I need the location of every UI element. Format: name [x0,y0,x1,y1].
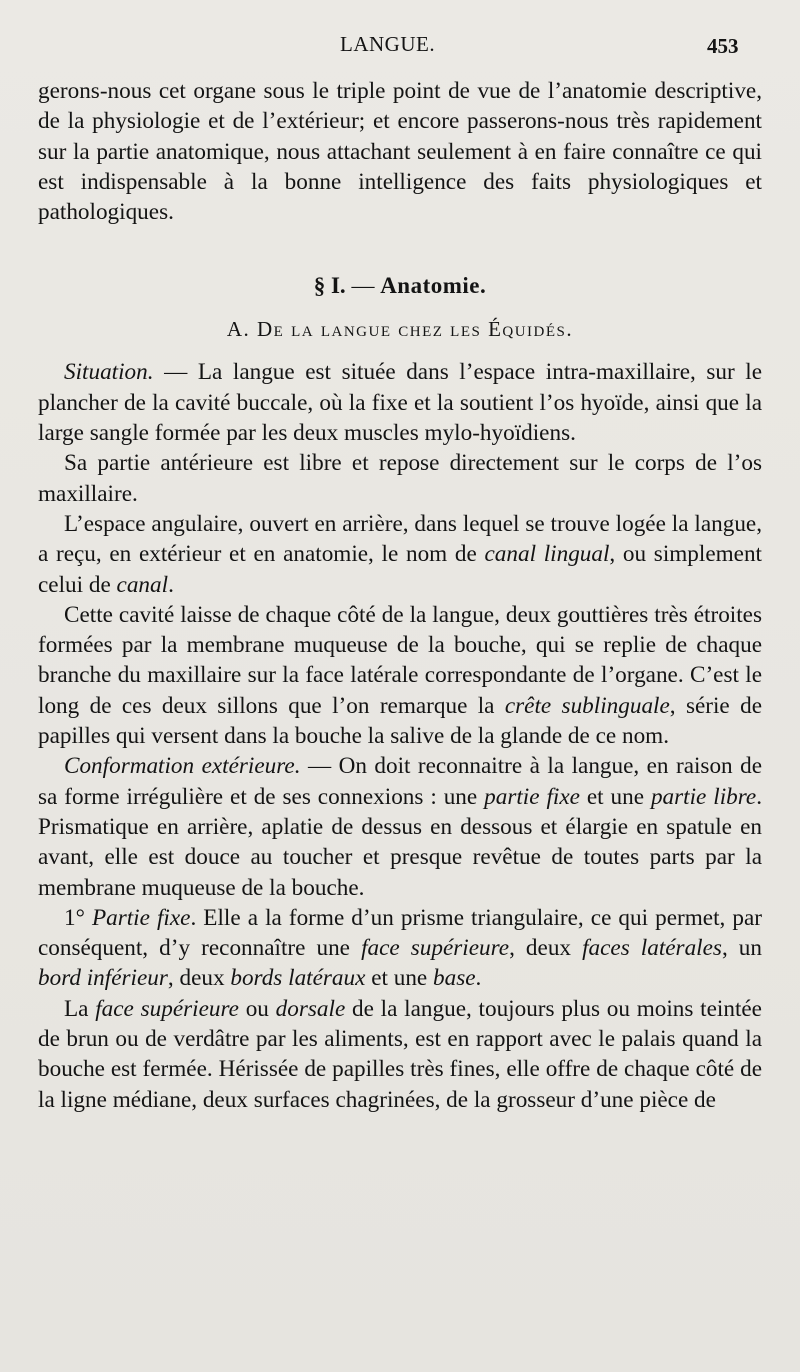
term-canal-lingual: canal lingual [484,541,610,568]
text-run: . [475,965,482,992]
section-dash: — [351,273,375,299]
text-run: . Elle a la forme d’un prisme triangulaire, ce qui permet, par conséquent, d’y reconnaître une [38,904,762,962]
term-partie-fixe: partie fixe [484,783,580,810]
situation-text: — La langue est située dans l’espace intra-maxillaire, sur le plancher de la cavité buccale, où la fixe et la soutient l’os hyoïde, ainsi que la large sangle formée par les deux muscles mylo-hyoïdiens. [38,359,762,447]
paragraph-conformation [38,751,762,902]
text-run: , deux [509,935,583,962]
running-head [0,30,800,60]
term-crete-sublinguale: crête sublinguale [504,692,670,719]
paragraph-angular-space [38,509,762,600]
text-run: Cette cavité laisse de chaque côté de la langue, deux gouttières très étroites formées par la membrane muqueuse de la bouche, qui se replie de chaque branche du maxillaire sur la face latérale correspondante de l’organe. C’est le long de ces deux sillons que l’on remarque la [38,601,762,719]
term-partie-libre: partie libre [650,783,757,810]
paragraph-cavity [38,600,762,751]
term-bords-lateraux: bords latéraux [230,965,366,992]
term-face-superieure: face supérieure [95,995,239,1022]
paragraph-partie-fixe [38,903,762,994]
running-title: LANGUE. [340,32,436,56]
subsection-heading: A. De la langue chez les Équidés. [226,317,574,342]
text-run: . [168,571,174,598]
page-number: 453 [707,34,739,58]
partie-fixe-label: Partie fixe [91,904,191,931]
intro-paragraph: gerons-nous cet organe sous le triple point de vue de l’anatomie descriptive, de la physiologie et de l’extérieur; et encore passerons-nous très rapidement sur la partie anatomique, nous attachant seulement à en faire connaître ce qui est indispensable à la bonne intelligence des faits physiologiques et pathologiques. [38,78,762,226]
text-run: , série de papilles qui versent dans la bouche la salive de la glande de ce nom. [38,692,762,750]
term-bord-inferieur: bord inférieur [38,965,168,992]
text-run: , deux [167,965,231,992]
text-run: et une [365,965,434,992]
paragraph-situation [38,357,762,448]
paragraph-face-superieure [38,994,762,1115]
section-title: Anatomie. [380,273,487,299]
text-run: La [64,995,96,1022]
term-face-superieure: face supérieure [361,935,510,962]
section-number: § I. [313,273,346,299]
situation-label: Situation. [64,359,154,386]
conformation-label: Conformation extérieure. [64,753,301,780]
list-number: 1° [64,904,92,931]
text-run: — On doit reconnaitre à la langue, en raison de sa forme irrégulière et de ses connexions : une [38,753,762,810]
text-run: , ou simplement celui de [38,541,762,598]
text-run: , un [721,935,762,962]
text-run: et une [579,783,651,810]
term-faces-laterales: faces latérales [582,935,722,962]
term-canal: canal [116,571,169,598]
term-dorsale: dorsale [275,995,346,1022]
term-base: base [433,965,476,992]
body-text [38,76,762,1115]
text-run: . Prismatique en arrière, aplatie de dessus en dessous et élargie en spatule en avant, elle est douce au toucher et presque revêtue de toutes parts par la membrane muqueuse de la bouche. [38,783,762,901]
section-heading [38,271,762,297]
text-run: ou [238,995,276,1022]
paragraph-anterior: Sa partie antérieure est libre et repose directement sur le corps de l’os maxillaire. [38,450,762,507]
text-run: L’espace angulaire, ouvert en arrière, dans lequel se trouve logée la langue, a reçu, en extérieur et en anatomie, le nom de [38,510,762,568]
text-run: de la langue, toujours plus ou moins teintée de brun ou de verdâtre par les aliments, est en rapport avec le palais quand la bouche est fermée. Hérissée de papilles très fines, elle offre de chaque côté de la ligne médiane, deux surfaces chagrinées, de la grosseur d’une pièce de [38,995,762,1113]
